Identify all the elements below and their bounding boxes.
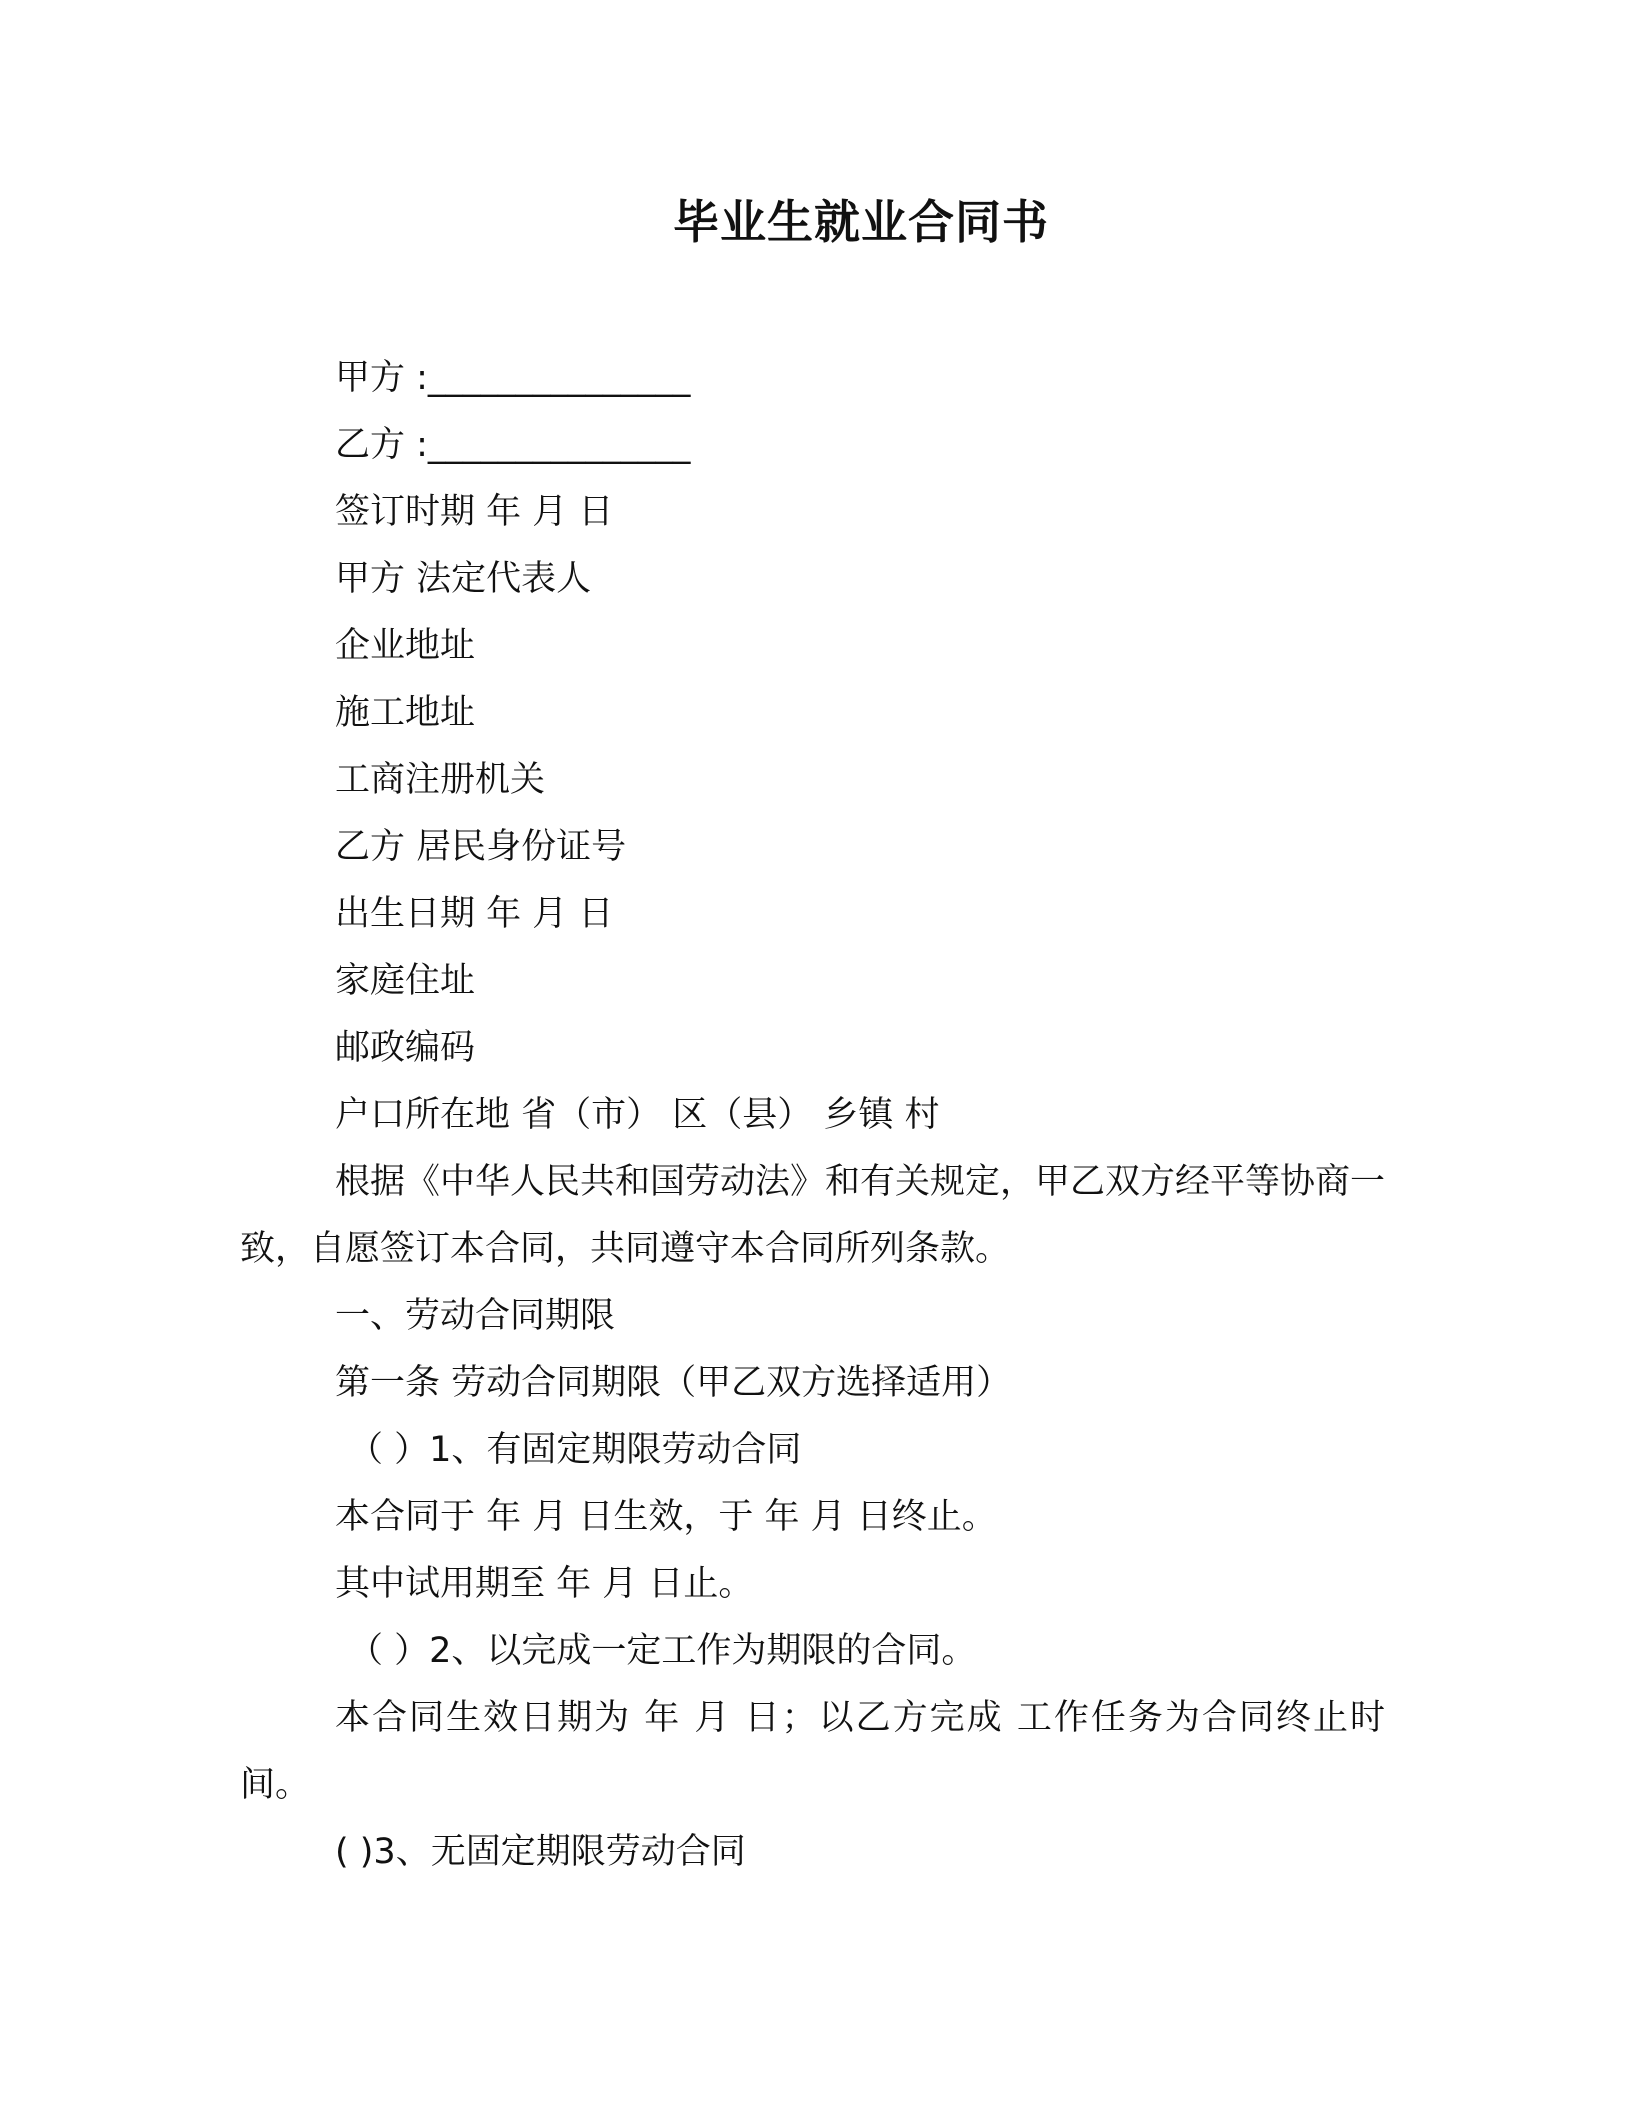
option-task-based: （ ）2、以完成一定工作为期限的合同。 <box>348 1631 977 1671</box>
party-a-line: 甲方 :_______________ <box>335 358 691 398</box>
option-open-ended: ( )3、无固定期限劳动合同 <box>335 1832 746 1872</box>
legal-representative-line: 甲方 法定代表人 <box>335 559 592 599</box>
article-heading: 第一条 劳动合同期限（甲乙双方选择适用） <box>335 1363 1012 1403</box>
document-title: 毕业生就业合同书 <box>673 195 1049 249</box>
signing-date-line: 签订时期 年 月 日 <box>335 492 614 532</box>
id-number-line: 乙方 居民身份证号 <box>335 827 627 867</box>
construction-address-line: 施工地址 <box>335 693 476 733</box>
home-address-line: 家庭住址 <box>335 961 476 1001</box>
option-fixed-term: （ ）1、有固定期限劳动合同 <box>348 1430 802 1470</box>
postal-code-line: 邮政编码 <box>335 1028 476 1068</box>
party-b-line: 乙方 :_______________ <box>335 425 691 465</box>
section-heading: 一、劳动合同期限 <box>335 1296 616 1336</box>
option-task-based-text: 本合同生效日期为 年 月 日；以乙方完成 工作任务为合同终止时间。 <box>240 1698 1385 1805</box>
option-fixed-term-dates: 本合同于 年 月 日生效，于 年 月 日终止。 <box>335 1497 997 1537</box>
preamble-paragraph: 根据《中华人民共和国劳动法》和有关规定，甲乙双方经平等协商一致，自愿签订本合同，共同遵守本合同所列条款。 <box>240 1162 1386 1269</box>
birth-date-line: 出生日期 年 月 日 <box>335 894 614 934</box>
registration-authority-line: 工商注册机关 <box>335 760 546 800</box>
document-body <box>240 345 1385 1886</box>
option-fixed-term-probation: 其中试用期至 年 月 日止。 <box>335 1564 754 1604</box>
company-address-line: 企业地址 <box>335 626 476 666</box>
household-registration-line: 户口所在地 省（市） 区（县） 乡镇 村 <box>335 1095 940 1135</box>
